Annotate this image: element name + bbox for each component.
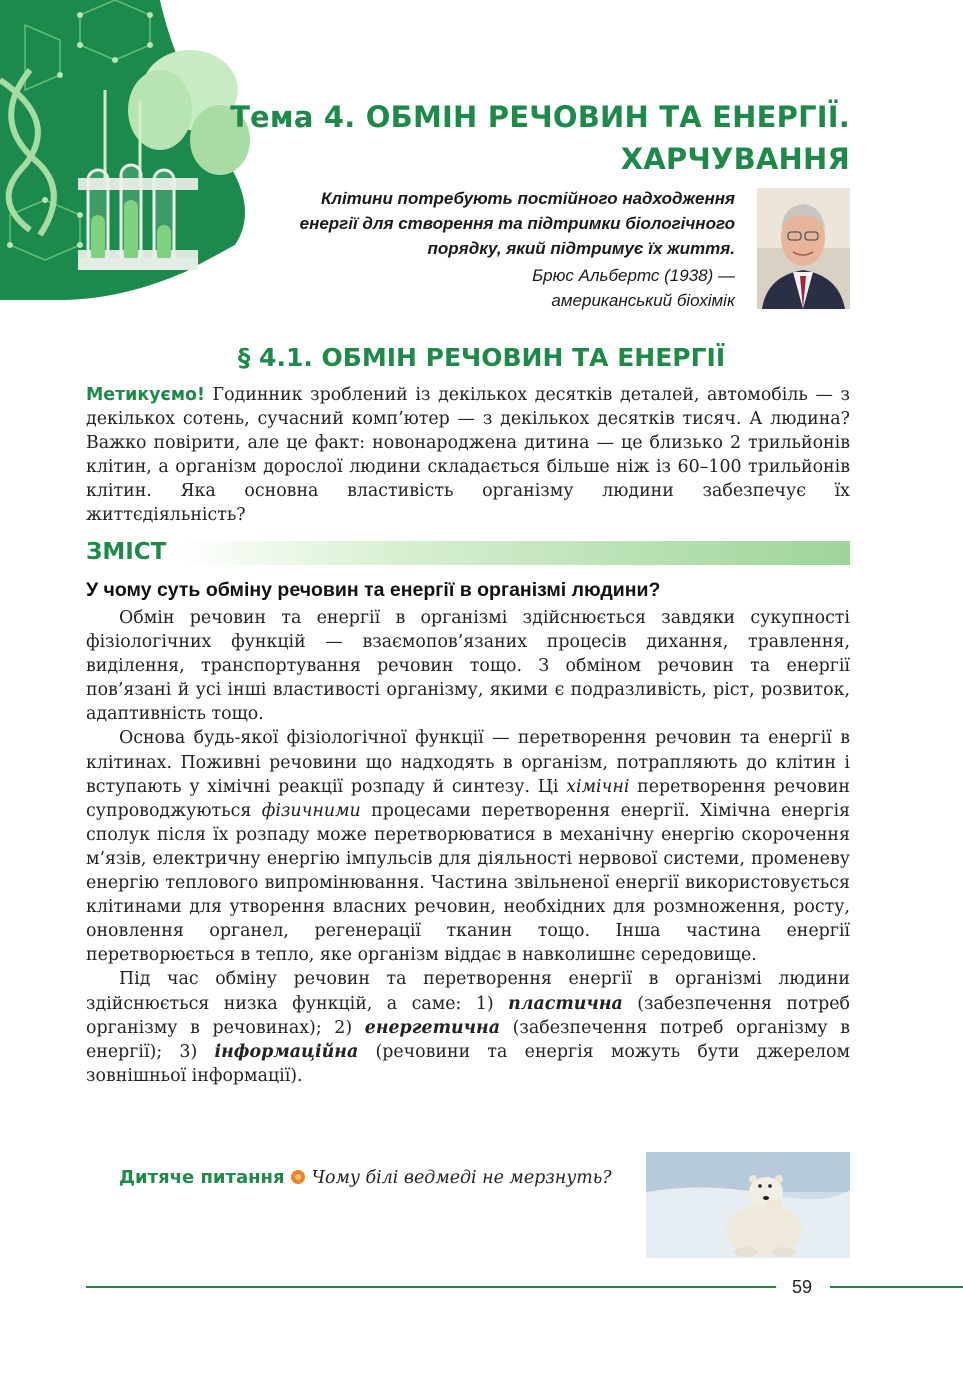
content-heading: ЗМІСТ [86,539,167,565]
p3-term-informational: інформаційна [214,1041,359,1062]
kids-question-lead: Дитяче питання [119,1167,285,1188]
footer-rule-left [86,1286,776,1288]
p2-text-c: процесами перетворення енергії. Хімічна енергія сполук після їх розпаду може перетворюватися в механічну енергію скорочення м’язів, електричну енергію імпульсів для діяльності нервової системи, променеву енергію теплового випромінювання. Частина звільненої енергії використовується клітинами для утворення власних речовин, необхідних для розмноження, росту, оновлення органел, регенерації тканин тощо. Інша частина енергії перетворюється в тепло, яке організм віддає в навколишнє середовище. [86,800,850,966]
content-heading-bar [86,541,850,565]
flower-bullet-icon [290,1169,306,1185]
p3-text-c: (забезпечення потреб організму в енергії); 3) [86,1017,850,1062]
footer-rule-right [830,1286,963,1288]
p2-text-b: перетворення речовин супроводжуються [86,776,851,821]
p3-term-energetic: енергетична [364,1017,500,1038]
intro-lead: Метикуємо! [86,385,205,405]
epigraph-quote-line1: Клітини потребують постійного надходження [320,189,735,208]
kids-question-block [86,1166,626,1190]
kids-question-text: Чому білі ведмеді не мерзнуть? [311,1168,612,1188]
epigraph-quote-line3: порядку, який підтримує їх життя. [427,239,735,258]
corner-illustration [0,0,260,310]
p3-text-b: (забезпечення потреб організму в речовинах); 2) [86,993,851,1038]
section-question: У чому суть обміну речовин та енергії в організмі людини? [86,579,661,601]
epigraph-author-line1: Брюс Альбертс (1938) — [532,266,735,285]
topic-title-line1: Тема 4. ОБМІН РЕЧОВИН ТА ЕНЕРГІЇ. [230,100,850,134]
topic-title-line2: ХАРЧУВАННЯ [620,142,850,176]
body-text [86,606,850,1088]
topic-title [230,96,850,180]
page-number: 59 [791,1277,813,1297]
epigraph-quote-line2: енергії для створення та підтримки біологічного [299,214,735,233]
epigraph [265,186,735,313]
intro-paragraph [86,383,850,528]
p3-text-a: Під час обміну речовин та перетворення енергії в організмі людини здійснюється низка функцій, а саме: 1) [86,969,850,1014]
p3-term-plastic: пластична [508,993,623,1014]
body-paragraph-2 [86,726,850,967]
p2-emphasis-chemical: хімічні [566,776,630,797]
body-paragraph-1: Обмін речовин та енергії в організмі здійснюється завдяки сукупності фізіологічних функцій — взаємопов’язаних процесів дихання, травлення, виділення, транспортування речовин тощо. З обміном речовин та енергії пов’язані й усі інші властивості організму, якими є подразливість, ріст, розвиток, адаптивність тощо. [86,608,850,725]
section-title: § 4.1. ОБМІН РЕЧОВИН ТА ЕНЕРГІЇ [237,343,726,372]
body-paragraph-3 [86,967,850,1087]
p2-text-a: Основа будь-якої фізіологічної функції — перетворення речовин та енергії в клітинах. Поживні речовини що надходять в організм, потрапляють до клітин і вступають у хімічні реакції розпаду й синтезу. Ці [86,728,850,797]
p2-emphasis-physical: фізичними [261,800,361,821]
epigraph-author-line2: американський біохімік [551,291,735,310]
intro-text: Годинник зроблений із декількох десятків деталей, автомобіль — з декількох сотень, сучасний комп’ютер — з декількох десятків тисяч. А людина? Важко повірити, але це факт: новонароджена дитина — це близько 2 трильйонів клітин, а організм дорослої людини складається більше ніж із 60–100 трильйонів клітин. Яка основна властивість організму людини забезпечує їх життєдіяльність? [86,385,850,526]
p3-text-d: (речовини та енергія можуть бути джерелом зовнішньої інформації). [86,1041,851,1086]
author-portrait [757,188,850,309]
polar-bear-image [646,1152,850,1258]
